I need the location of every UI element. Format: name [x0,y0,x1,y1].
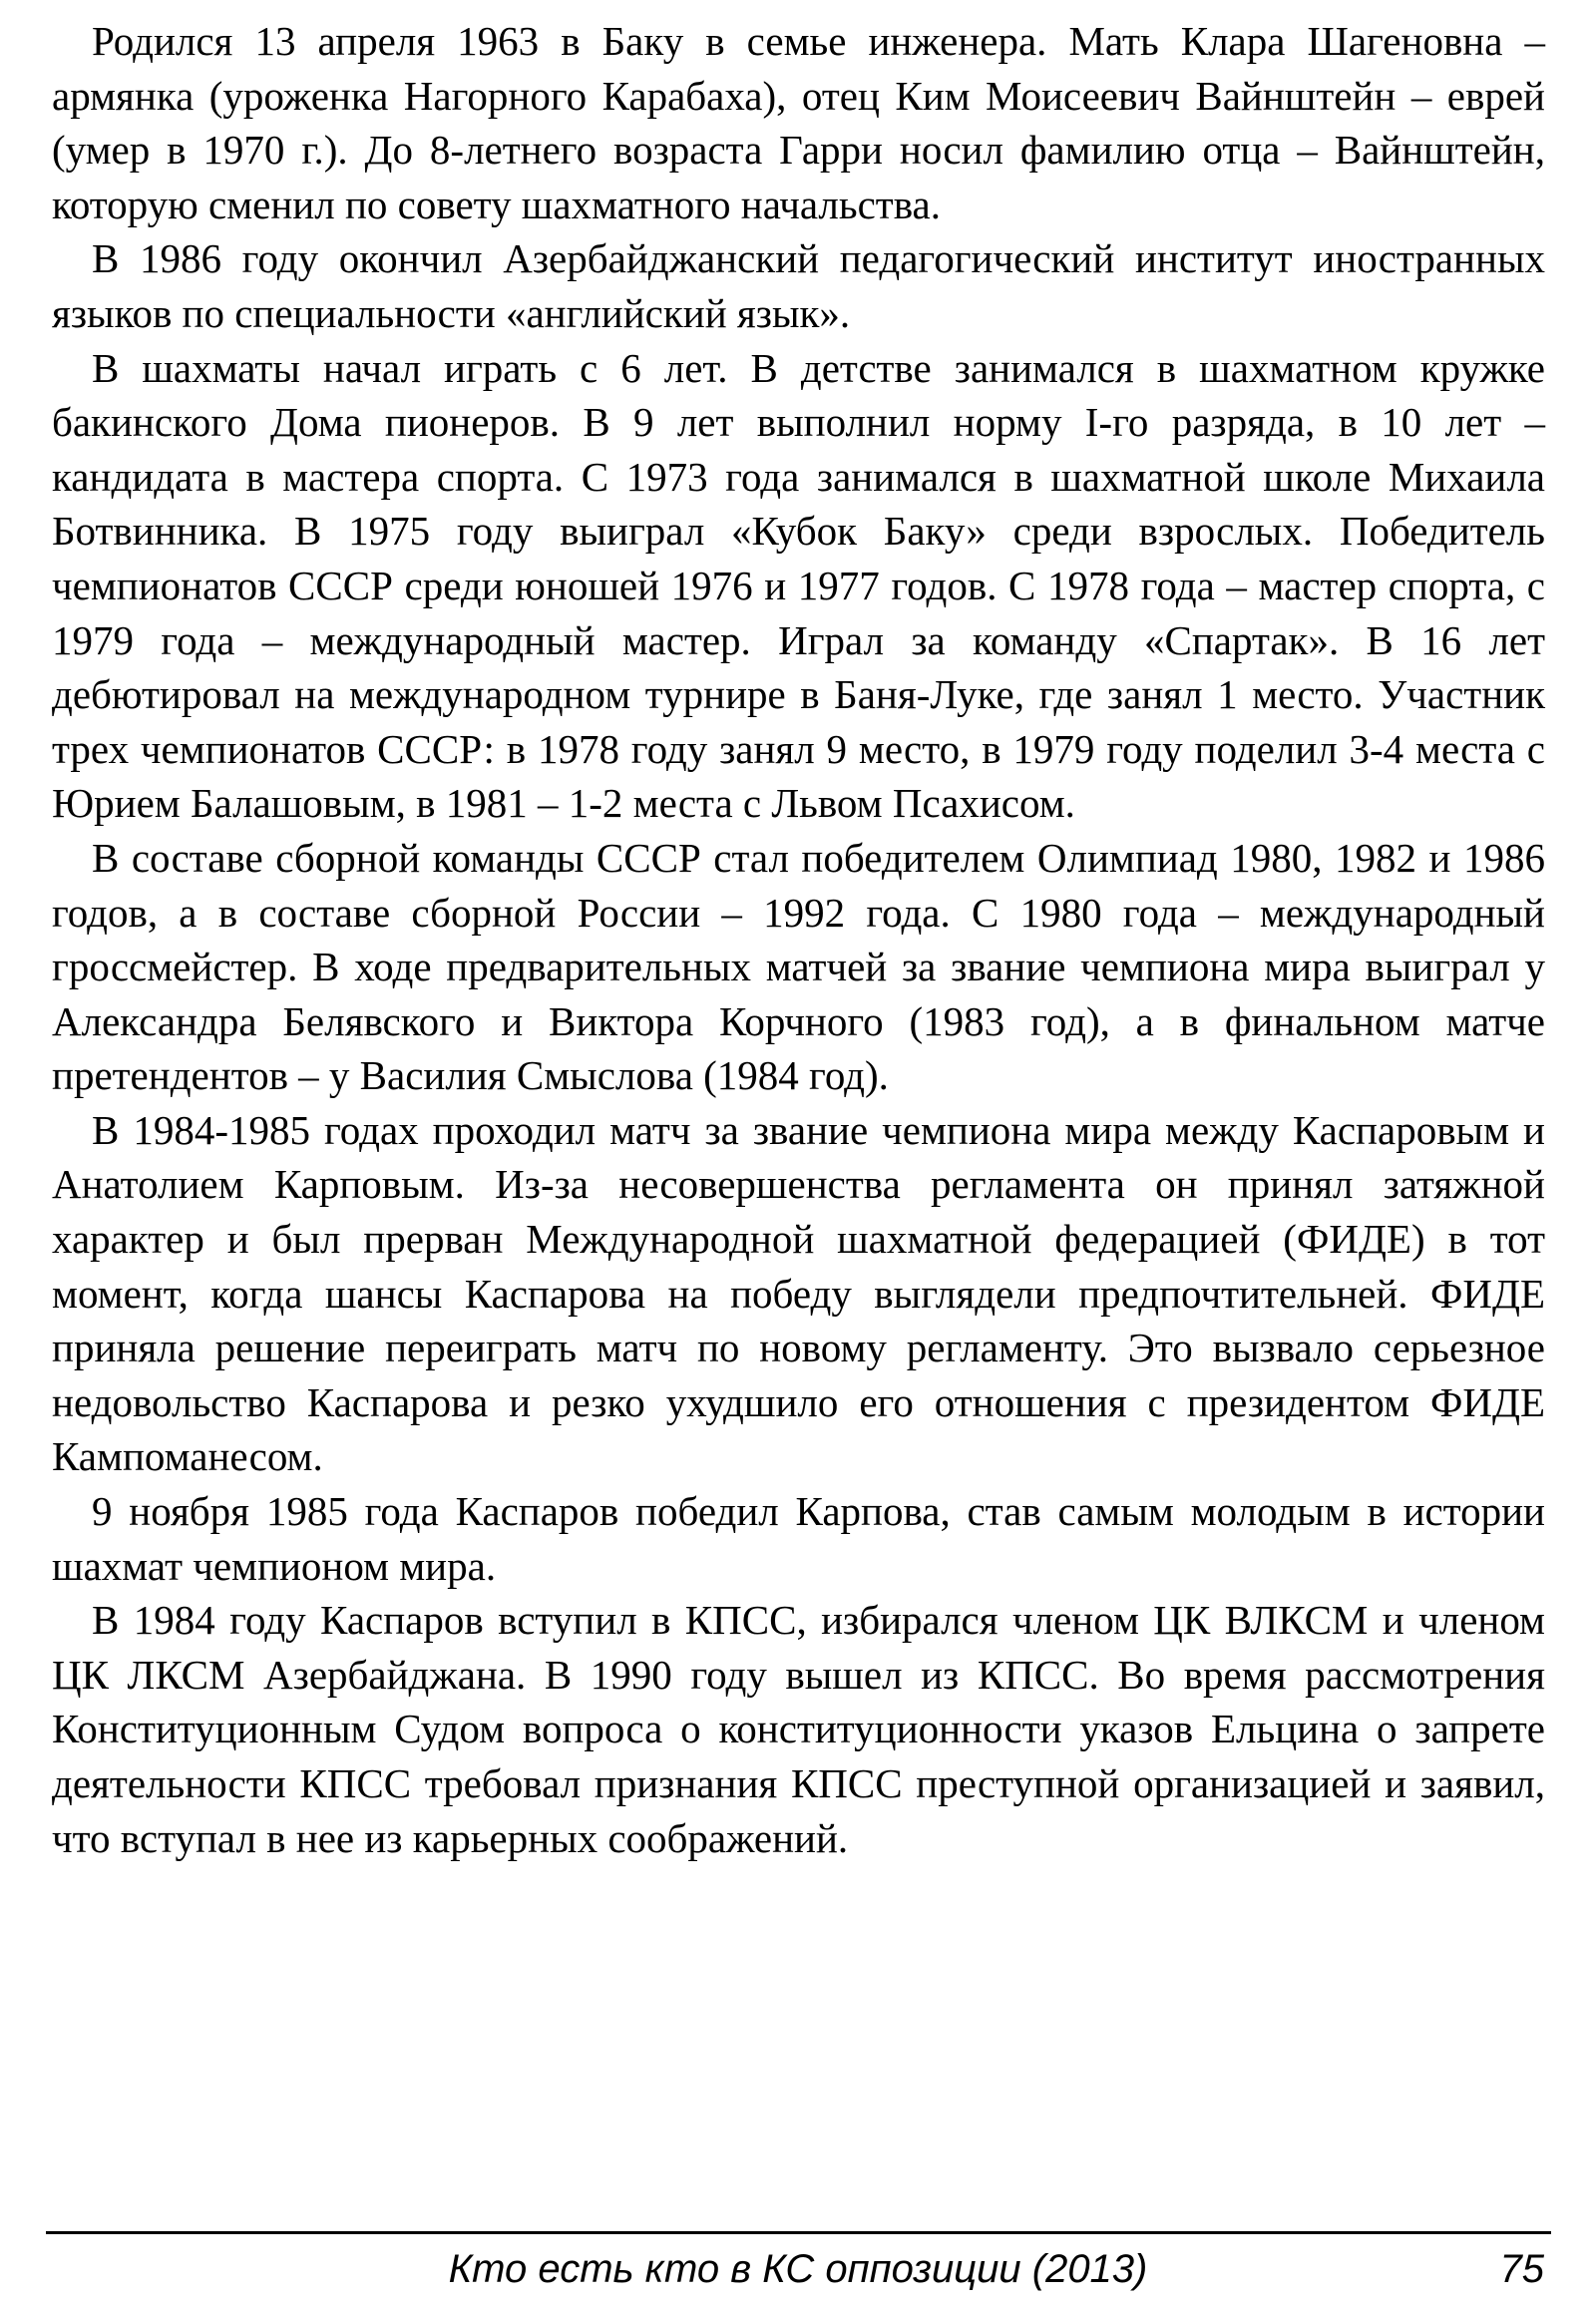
paragraph-politics: В 1984 году Каспаров вступил в КПСС, избирался членом ЦК ВЛКСМ и членом ЦК ЛКСМ Азербайджана. В 1990 году вышел из КПСС. Во время рассмотрения Конституционным Судом вопроса о конституционности указов Ельцина о запрете деятельности КПСС требовал признания КПСС преступной организацией и заявил, что вступал в нее из карьерных соображений. [52,1597,1545,1861]
paragraph-education: В 1986 году окончил Азербайджанский педагогический институт иностранных языков по специальности «английский язык». [52,235,1545,336]
paragraph-olympiads: В составе сборной команды СССР стал победителем Олимпиад 1980, 1982 и 1986 годов, а в составе сборной России – 1992 года. С 1980 года – международный гроссмейстер. В ходе предварительных матчей за звание чемпиона мира выиграл у Александра Белявского и Виктора Корчного (1983 год), а в финальном матче претендентов – у Василия Смыслова (1984 год). [52,834,1545,1099]
footer-divider [46,2231,1551,2234]
footer-book-title: Кто есть кто в КС оппозиции (2013) [448,2247,1148,2291]
paragraph-championship-match: В 1984-1985 годах проходил матч за звание чемпиона мира между Каспаровым и Анатолием Карповым. Из-за несовершенства регламента он принял затяжной характер и был прерван Международной шахматной федерацией (ФИДЕ) в тот момент, когда шансы Каспарова на победу выглядели предпочтительней. ФИДЕ приняла решение переиграть матч по новому регламенту. Это вызвало серьезное недовольство Каспарова и резко ухудшило его отношения с президентом ФИДЕ Кампоманесом. [52,1106,1545,1480]
paragraph-world-champion: 9 ноября 1985 года Каспаров победил Карпова, став самым молодым в истории шахмат чемпионом мира. [52,1488,1545,1589]
body-text [52,14,1545,1865]
paragraph-birth: Родился 13 апреля 1963 в Баку в семье инженера. Мать Клара Шагеновна – армянка (уроженка Нагорного Карабаха), отец Ким Моисеевич Вайнштейн – еврей (умер в 1970 г.). До 8-летнего возраста Гарри носил фамилию отца – Вайнштейн, которую сменил по совету шахматного начальства. [52,18,1545,227]
footer-page-number: 75 [1499,2247,1544,2291]
paragraph-chess-career: В шахматы начал играть с 6 лет. В детстве занимался в шахматном кружке бакинского Дома пионеров. В 9 лет выполнил норму I-го разряда, в 10 лет – кандидата в мастера спорта. С 1973 года занимался в шахматной школе Михаила Ботвинника. В 1975 году выиграл «Кубок Баку» среди взрослых. Победитель чемпионатов СССР среди юношей 1976 и 1977 годов. С 1978 года – мастер спорта, с 1979 года – международный мастер. Играл за команду «Спартак». В 16 лет дебютировал на международном турнире в Баня-Луке, где занял 1 место. Участник трех чемпионатов СССР: в 1978 году занял 9 место, в 1979 году поделил 3-4 места с Юрием Балашовым, в 1981 – 1-2 места с Львом Псахисом. [52,344,1545,827]
